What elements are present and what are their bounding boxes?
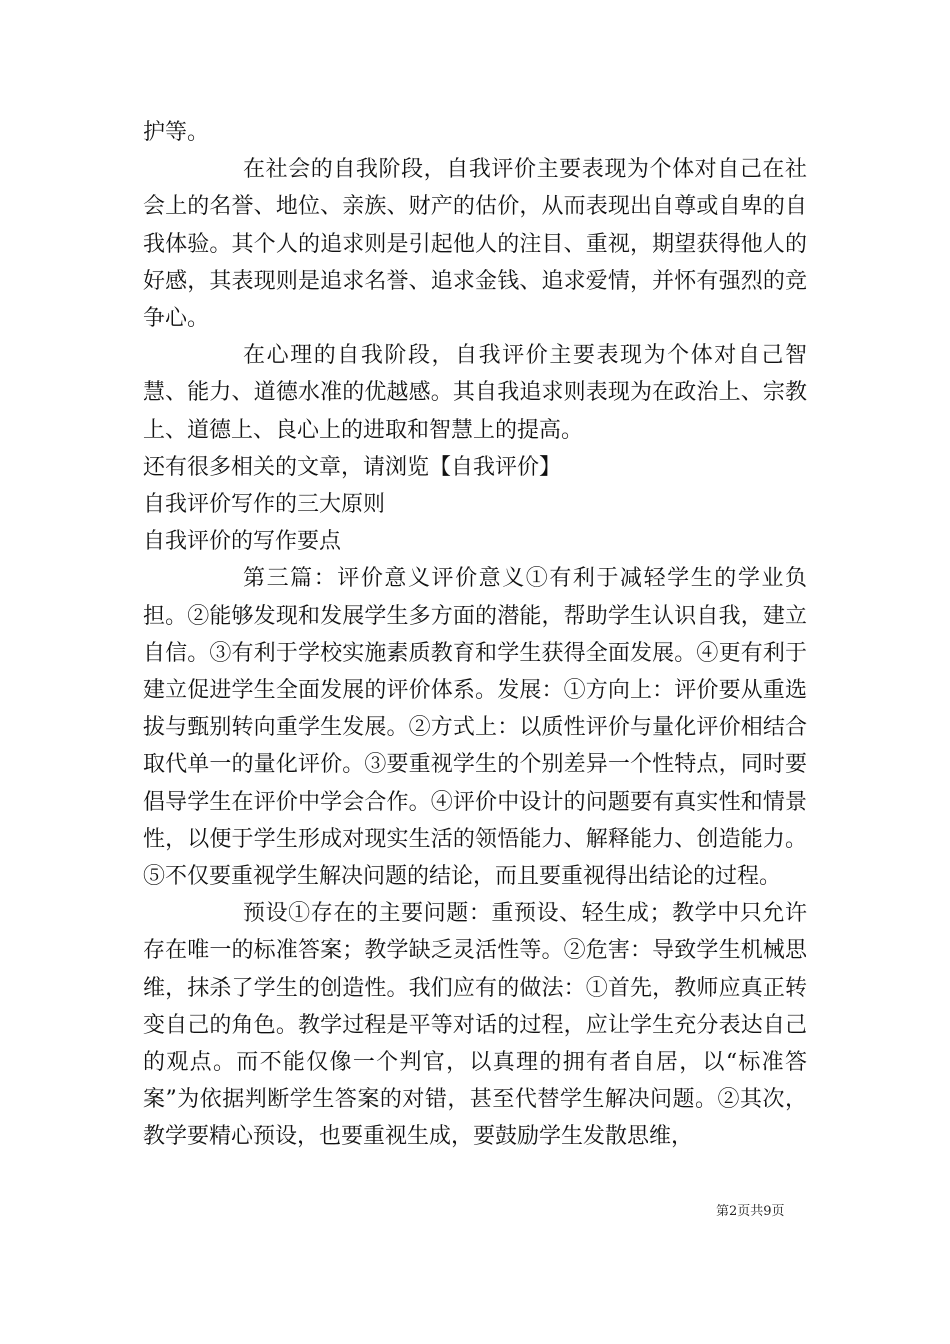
document-body	[143, 114, 807, 1156]
related-article-principles: 自我评价写作的三大原则	[143, 492, 386, 518]
page-number: 第2页共9页	[716, 1204, 785, 1219]
paragraph-presetting: 预设①存在的主要问题：重预设、轻生成；教学中只允许存在唯一的标准答案；教学缺乏灵活性等。②危害：导致学生机械思维，抹杀了学生的创造性。我们应有的做法：①首先，教师应真正转变自己的角色。教学过程是平等对话的过程，应让学生充分表达自己的观点。而不能仅像一个判官，以真理的拥有者自居，以“标准答案”为依据判断学生答案的对错，甚至代替学生解决问题。②其次，教学要精心预设，也要重视生成，要鼓励学生发散思维，	[143, 901, 807, 1150]
related-articles-line: 还有很多相关的文章，请浏览【自我评价】	[143, 454, 562, 480]
related-article-key-points: 自我评价的写作要点	[143, 529, 342, 555]
paragraph-social-self: 在社会的自我阶段，自我评价主要表现为个体对自己在社会上的名誉、地位、亲族、财产的估价，从而表现出自尊或自卑的自我体验。其个人的追求则是引起他人的注目、重视，期望获得他人的好感，其表现则是追求名誉、追求金钱、追求爱情，并怀有强烈的竞争心。	[143, 157, 807, 332]
paragraph-third-article: 第三篇：评价意义评价意义①有利于减轻学生的学业负担。②能够发现和发展学生多方面的潜能，帮助学生认识自我，建立自信。③有利于学校实施素质教育和学生获得全面发展。④更有利于建立促进学生全面发展的评价体系。发展：①方向上：评价要从重选拔与甄别转向重学生发展。②方式上：以质性评价与量化评价相结合取代单一的量化评价。③要重视学生的个别差异一个性特点，同时要倡导学生在评价中学会合作。④评价中设计的问题要有真实性和情景性，以便于学生形成对现实生活的领悟能力、解释能力、创造能力。⑤不仅要重视学生解决问题的结论，而且要重视得出结论的过程。	[143, 566, 807, 890]
paragraph-psychological-self: 在心理的自我阶段，自我评价主要表现为个体对自己智慧、能力、道德水准的优越感。其自我追求则表现为在政治上、宗教上、道德上、良心上的进取和智慧上的提高。	[143, 343, 807, 443]
paragraph-continuation: 护等。	[143, 120, 210, 145]
